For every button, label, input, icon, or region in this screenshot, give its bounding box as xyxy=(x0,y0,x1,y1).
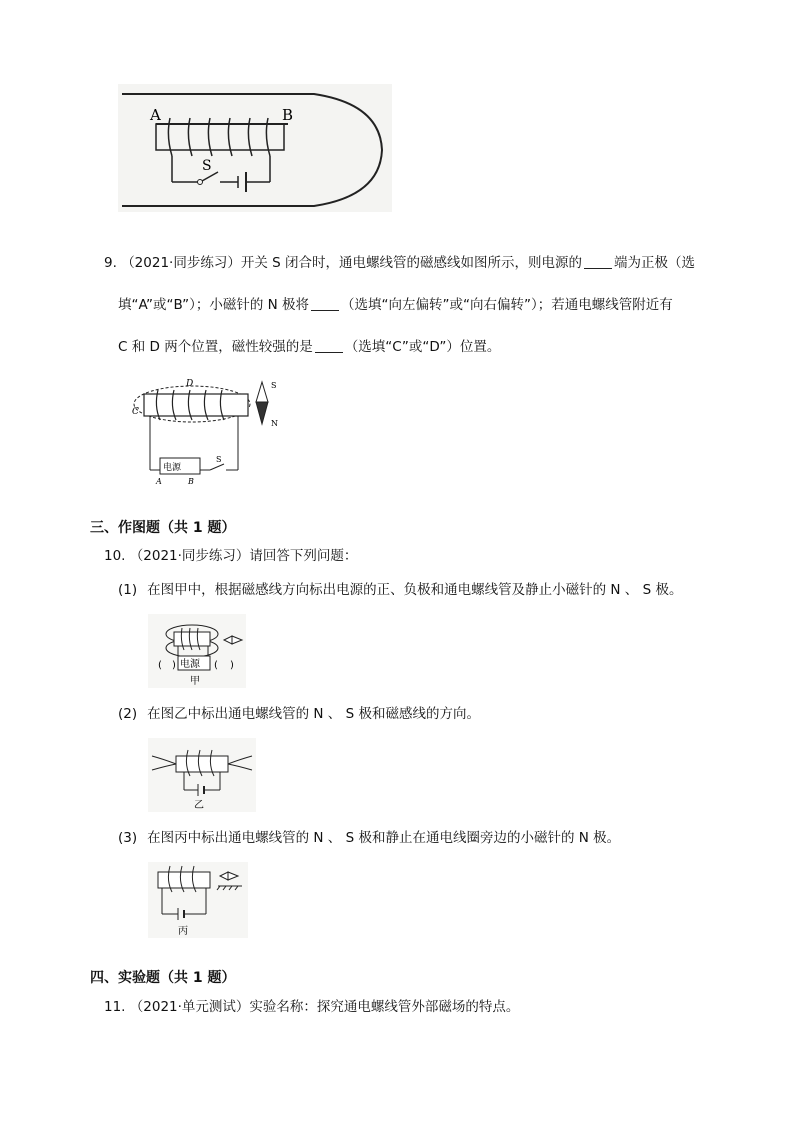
fig-jia-lp2: ( xyxy=(214,660,218,671)
fig-yi xyxy=(148,738,256,812)
q9-figure xyxy=(130,374,280,486)
q9-fig-d: D xyxy=(186,379,194,389)
q9-text-1a: 开关 S 闭合时，通电螺线管的磁感线如图所示，则电源的 xyxy=(240,255,582,271)
q10-number: 10. xyxy=(104,548,126,564)
q9-text-3a: C 和 D 两个位置，磁性较强的是 xyxy=(118,339,313,355)
top-figure xyxy=(118,84,392,212)
q10-sub2 xyxy=(118,704,480,724)
q9-text-2a: 填“A”或“B”）；小磁针的 N 极将 xyxy=(118,297,309,313)
q9-fig-s-switch: S xyxy=(216,455,222,464)
q11-text: （2021·单元测试）实验名称：探究通电螺线管外部磁场的特点。 xyxy=(129,999,520,1015)
q9-fig-power: 电源 xyxy=(163,463,182,473)
q9-text-3b: （选填“C”或“D”）位置。 xyxy=(344,339,501,355)
q10-sub3 xyxy=(118,828,620,848)
q9-line2 xyxy=(118,295,673,315)
top-fig-label-a: A xyxy=(150,106,161,124)
fig-jia-caption: 甲 xyxy=(190,676,200,687)
fig-jia-power: 电源 xyxy=(180,659,200,670)
section-4-title: 四、实验题（共 1 题） xyxy=(90,970,236,986)
q9-fig-b: B xyxy=(188,477,194,486)
q9-fig-c: C xyxy=(132,407,139,417)
q9-text-2b: （选填“向左偏转”或“向右偏转”）；若通电螺线管附近有 xyxy=(341,297,673,313)
q9-source: （2021·同步练习） xyxy=(121,255,241,271)
top-fig-label-s: S xyxy=(202,158,212,174)
q10-sub3-text: 在图丙中标出通电螺线管的 N 、 S 极和静止在通电线圈旁边的小磁针的 N 极。 xyxy=(147,830,621,846)
q9-number: 9. xyxy=(104,255,117,271)
fig-jia-lp: ( xyxy=(158,660,162,671)
q10-sub1 xyxy=(118,580,682,600)
q9-needle-s: S xyxy=(271,381,277,390)
q11-number: 11. xyxy=(104,999,126,1015)
q10-line xyxy=(104,546,357,566)
q9-line3 xyxy=(118,337,500,357)
q10-sub2-number: (2) xyxy=(118,706,138,722)
fig-bing xyxy=(148,862,248,938)
q9-line1 xyxy=(104,253,695,273)
top-fig-label-b: B xyxy=(282,106,294,124)
q9-blank-1[interactable] xyxy=(584,254,612,269)
q10-sub1-number: (1) xyxy=(118,582,138,598)
fig-yi-caption: 乙 xyxy=(194,800,204,811)
q10-text: （2021·同步练习）请回答下列问题： xyxy=(129,548,358,564)
q9-blank-3[interactable] xyxy=(315,338,343,353)
fig-jia-rp: ) xyxy=(172,660,176,671)
fig-bing-caption: 丙 xyxy=(178,926,188,937)
q10-sub2-text: 在图乙中标出通电螺线管的 N 、 S 极和磁感线的方向。 xyxy=(147,706,480,722)
q9-fig-a: A xyxy=(156,477,162,486)
q9-blank-2[interactable] xyxy=(311,296,339,311)
fig-jia-rp2: ) xyxy=(230,660,234,671)
q10-sub1-text: 在图甲中，根据磁感线方向标出电源的正、负极和通电螺线管及静止小磁针的 N 、 S 极。 xyxy=(147,582,683,598)
section-3-title: 三、作图题（共 1 题） xyxy=(90,520,236,536)
q9-needle-n: N xyxy=(271,419,278,428)
fig-jia xyxy=(148,614,246,688)
q11-line xyxy=(104,997,519,1017)
q9-text-1b: 端为正极（选 xyxy=(614,255,695,271)
q10-sub3-number: (3) xyxy=(118,830,138,846)
